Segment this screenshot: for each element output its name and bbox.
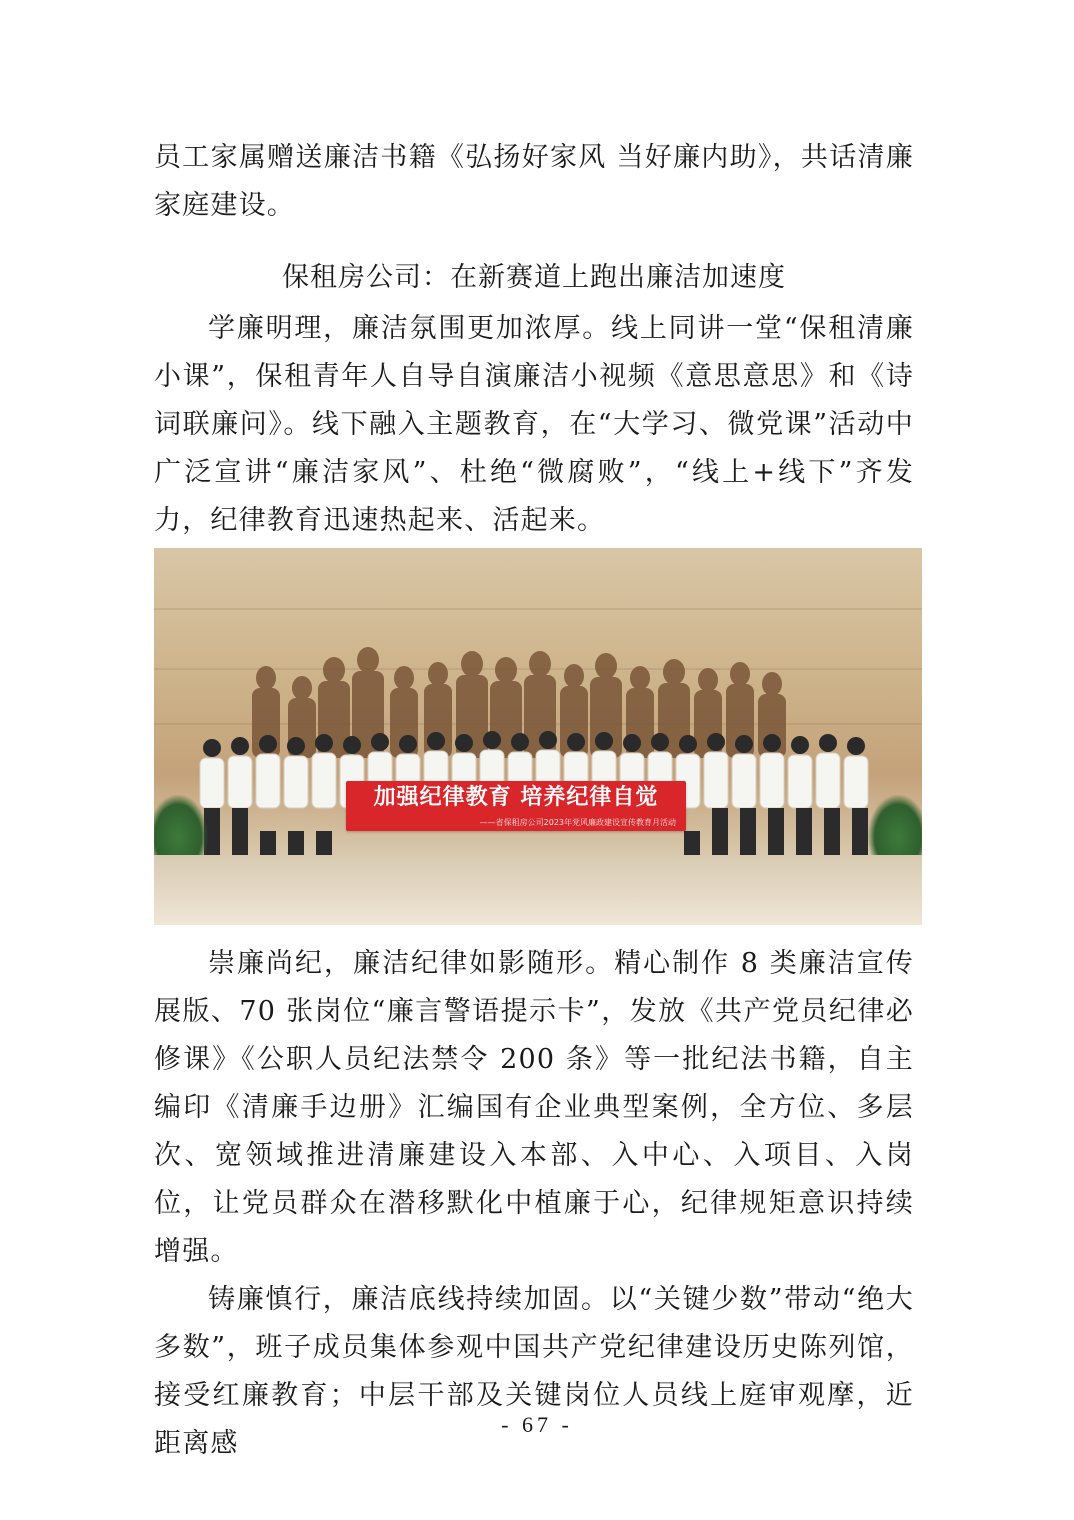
paragraph-family-books: 员工家属赠送廉洁书籍《弘扬好家风 当好廉内助》，共话清廉家庭建设。	[154, 142, 914, 221]
red-banner	[346, 781, 686, 831]
group-photo	[154, 548, 922, 925]
page-number: - 67 -	[501, 1412, 573, 1437]
paragraph-block-3	[154, 940, 914, 1468]
paragraph-block-2	[154, 305, 914, 545]
banner-slogan: 加强纪律教育 培养纪律自觉	[373, 785, 659, 810]
floor	[154, 855, 922, 925]
paragraph-block-1	[154, 134, 914, 230]
section-subheading: 保租房公司：在新赛道上跑出廉洁加速度	[282, 262, 786, 294]
paragraph-discipline: 崇廉尚纪，廉洁纪律如影随形。精心制作 8 类廉洁宣传展版、70 张岗位“廉言警语提示卡”，发放《共产党员纪律必修课》《公职人员纪法禁令 200 条》等一批纪法书籍，自主编印《清廉手边册》汇编国有企业典型案例，全方位、多层次、宽领域推进清廉建设入本部、入中心、入项目、入岗位，让党员群众在潜移默化中植廉于心，纪律规矩意识持续增强。	[154, 948, 914, 1267]
banner-subtitle: ——省保租房公司2023年党风廉政建设宣传教育月活动	[479, 818, 676, 827]
paragraph-learning: 学廉明理，廉洁氛围更加浓厚。线上同讲一堂“保租清廉小课”，保租青年人自导自演廉洁小视频《意思意思》和《诗词联廉问》。线下融入主题教育，在“大学习、微党课”活动中广泛宣讲“廉洁家风”、杜绝“微腐败”，“线上+线下”齐发力，纪律教育迅速热起来、活起来。	[154, 313, 914, 536]
paragraph-bottom-line: 铸廉慎行，廉洁底线持续加固。以“关键少数”带动“绝大多数”，班子成员集体参观中国共产党纪律建设历史陈列馆，接受红廉教育；中层干部及关键岗位人员线上庭审观摩，近距离感	[154, 1284, 914, 1459]
